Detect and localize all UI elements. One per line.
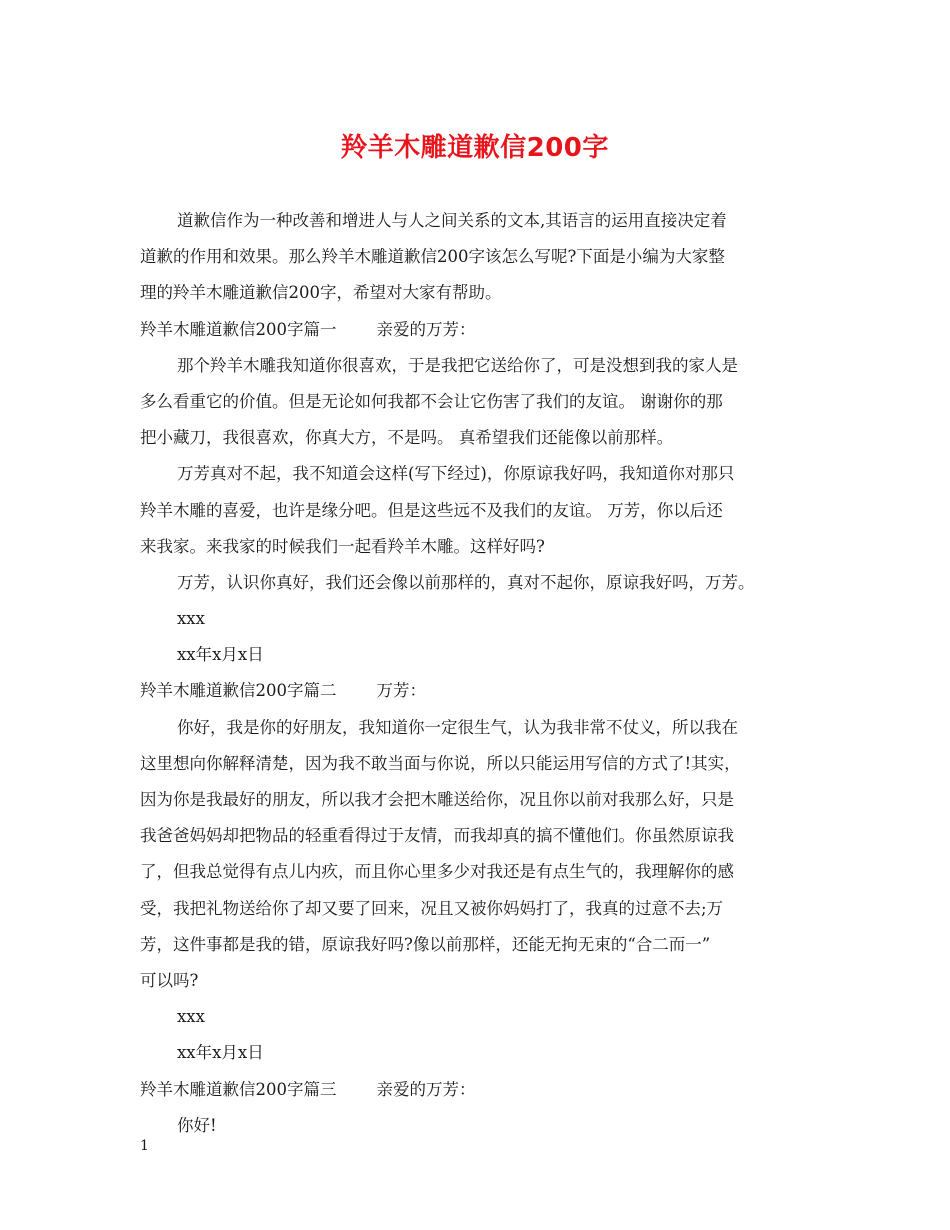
line-text: 我爸爸妈妈却把物品的轻重看得过于友情，而我却真的搞不懂他们。你虽然原谅我 xyxy=(140,826,734,846)
line-text: 多么看重它的价值。但是无论如何我都不会让它伤害了我们的友谊。 谢谢你的那 xyxy=(140,391,723,411)
line-text: 这里想向你解释清楚，因为我不敢当面与你说，所以只能运用写信的方式了!其实， xyxy=(140,753,741,773)
line-text: 可以吗? xyxy=(140,970,199,990)
text-line xyxy=(140,854,820,890)
page-number: 1 xyxy=(140,1138,149,1154)
line-text: xx年x月x日 xyxy=(177,645,264,665)
line-text: 万芳真对不起，我不知道会这样(写下经过)，你原谅我好吗，我知道你对那只 xyxy=(177,464,735,484)
text-line xyxy=(140,710,820,746)
text-line xyxy=(140,420,820,456)
text-line xyxy=(140,782,820,818)
line-text: xxx xyxy=(177,1007,205,1027)
text-line xyxy=(140,384,820,420)
line-text: 那个羚羊木雕我知道你很喜欢，于是我把它送给你了，可是没想到我的家人是 xyxy=(177,355,738,375)
salutation: 万芳： xyxy=(376,681,426,701)
line-text: 理的羚羊木雕道歉信200字，希望对大家有帮助。 xyxy=(140,283,502,303)
text-line xyxy=(140,927,820,963)
text-line xyxy=(140,275,820,311)
text-line xyxy=(140,529,820,565)
salutation: 亲爱的万芳： xyxy=(376,1079,476,1099)
line-text: 来我家。来我家的时候我们一起看羚羊木雕。这样好吗? xyxy=(140,536,545,556)
section-heading: 羚羊木雕道歉信200字篇二 xyxy=(140,681,337,701)
section-heading: 羚羊木雕道歉信200字篇三 xyxy=(140,1079,337,1099)
line-text: 把小藏刀，我很喜欢，你真大方，不是吗。 真希望我们还能像以前那样。 xyxy=(140,428,674,448)
text-line xyxy=(140,1035,820,1071)
text-line xyxy=(140,203,820,239)
text-line xyxy=(140,637,820,673)
line-text: xx年x月x日 xyxy=(177,1043,264,1063)
line-text: 你好! xyxy=(177,1115,217,1135)
text-line xyxy=(140,1072,820,1108)
line-text: 万芳，认识你真好，我们还会像以前那样的，真对不起你，原谅我好吗，万芳。 xyxy=(177,572,755,592)
line-text: 羚羊木雕的喜爱，也许是缘分吧。但是这些远不及我们的友谊。 万芳，你以后还 xyxy=(140,500,723,520)
section-heading: 羚羊木雕道歉信200字篇一 xyxy=(140,319,337,339)
text-line xyxy=(140,746,820,782)
salutation: 亲爱的万芳： xyxy=(376,319,476,339)
text-line xyxy=(140,673,820,709)
line-text: 道歉的作用和效果。那么羚羊木雕道歉信200字该怎么写呢?下面是小编为大家整 xyxy=(140,247,725,267)
text-line xyxy=(140,818,820,854)
line-text: 受，我把礼物送给你了却又要了回来，况且又被你妈妈打了，我真的过意不去;万 xyxy=(140,898,724,918)
text-line xyxy=(140,999,820,1035)
line-text: 芳，这件事都是我的错，原谅我好吗?像以前那样，还能无拘无束的“合二而一” xyxy=(140,934,711,954)
text-line xyxy=(140,493,820,529)
line-text: 了，但我总觉得有点儿内疚，而且你心里多少对我还是有点生气的，我理解你的感 xyxy=(140,862,734,882)
line-text: 道歉信作为一种改善和增进人与人之间关系的文本,其语言的运用直接决定着 xyxy=(177,211,727,230)
text-line xyxy=(140,312,820,348)
text-line xyxy=(140,565,820,601)
text-line xyxy=(140,456,820,492)
text-line xyxy=(140,348,820,384)
text-line xyxy=(140,891,820,927)
line-text: 因为你是我最好的朋友，所以我才会把木雕送给你，况且你以前对我那么好，只是 xyxy=(140,790,734,809)
text-line xyxy=(140,1108,820,1144)
document-body xyxy=(140,203,820,1144)
text-line xyxy=(140,963,820,999)
line-text: 你好，我是你的好朋友，我知道你一定很生气，认为我非常不仗义，所以我在 xyxy=(177,717,738,737)
document-title: 羚羊木雕道歉信200字 xyxy=(341,133,609,163)
text-line xyxy=(140,601,820,637)
line-text: xxx xyxy=(177,609,205,629)
text-line xyxy=(140,239,820,275)
